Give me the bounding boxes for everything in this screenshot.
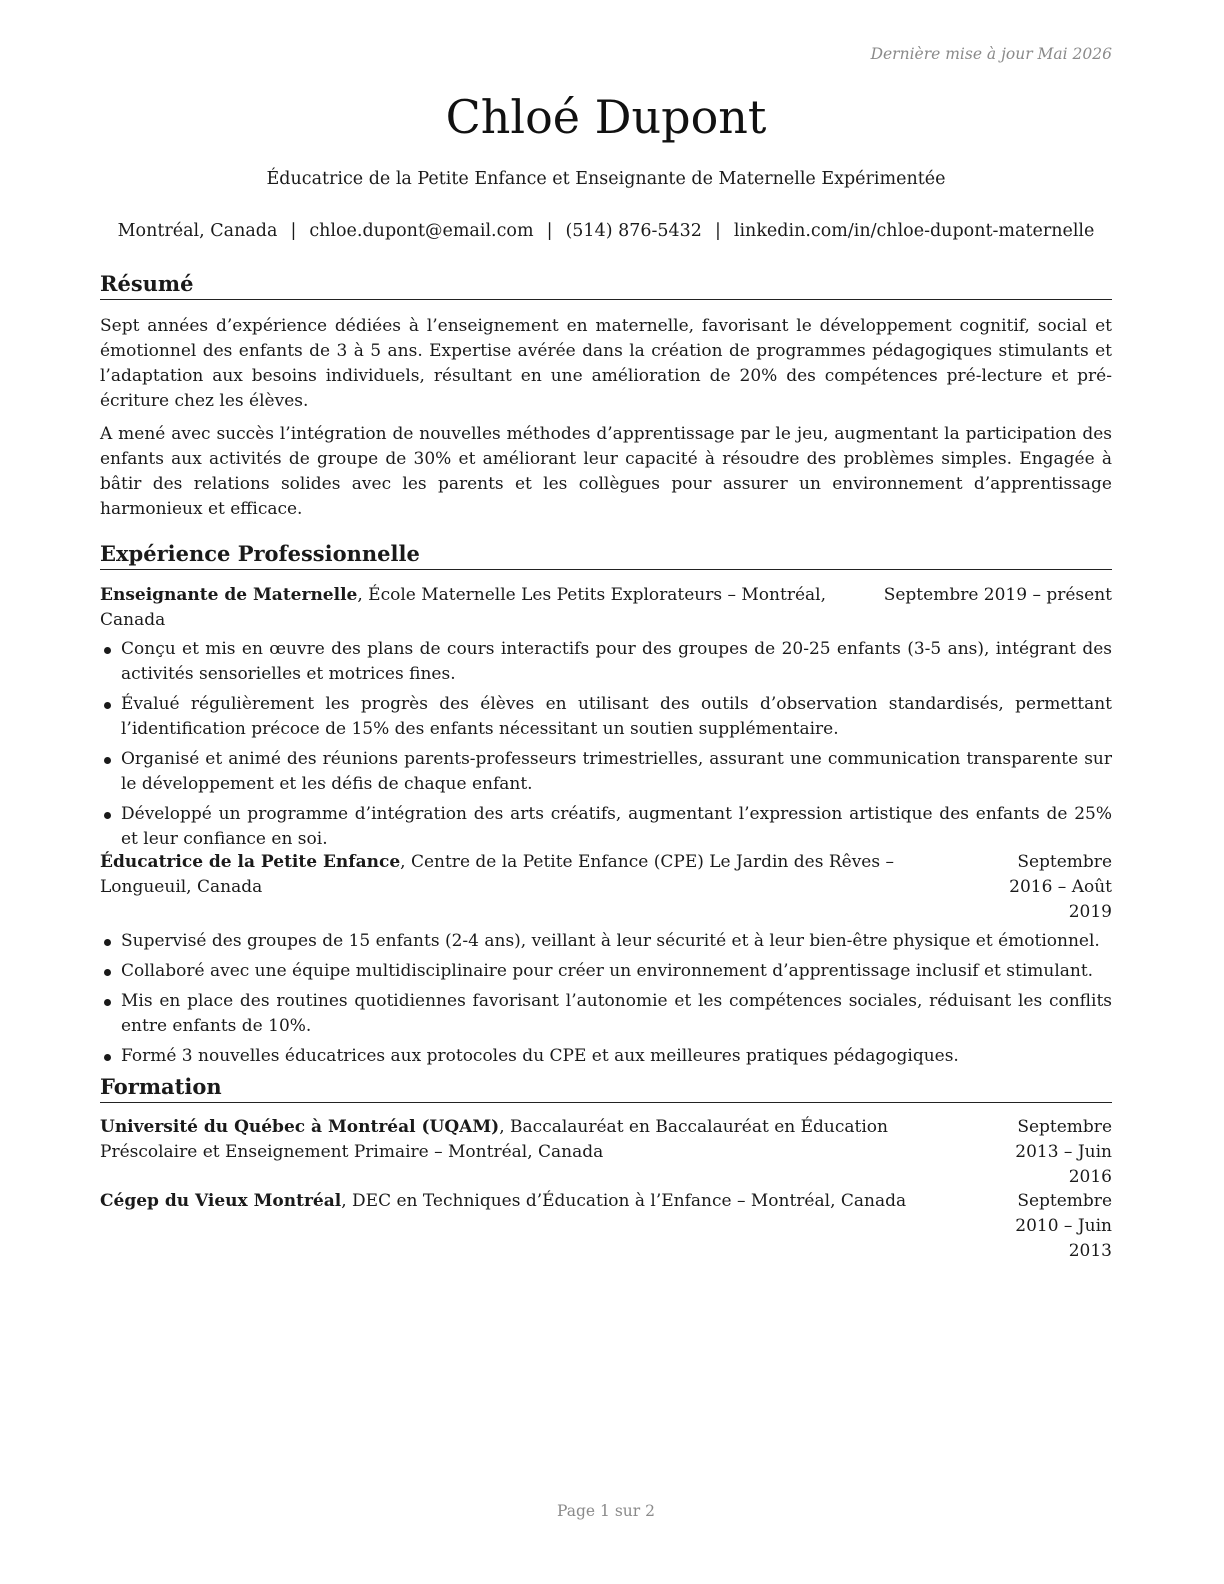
- job-org: , Centre de la Petite Enfance (CPE) Le Jardin des Rêves – Longueuil, Canada: [100, 852, 894, 897]
- section-title-summary: Résumé: [100, 271, 1112, 300]
- education-dates: Septembre 2013 – Juin 2016: [1015, 1117, 1112, 1187]
- education-school: Cégep du Vieux Montréal: [100, 1191, 342, 1211]
- summary-block: [100, 314, 1112, 530]
- education-entry: [100, 1115, 1112, 1190]
- list-item: Supervisé des groupes de 15 enfants (2-4 ans), veillant à leur sécurité et à leur bien-être physique et émotionnel.: [100, 929, 1112, 954]
- list-item: Formé 3 nouvelles éducatrices aux protocoles du CPE et aux meilleures pratiques pédagogiques.: [100, 1044, 1112, 1069]
- section-title-education: Formation: [100, 1074, 1112, 1103]
- education-header: [100, 1189, 1112, 1264]
- contact-phone: (514) 876-5432: [565, 221, 702, 241]
- job-bullets: [100, 637, 1112, 852]
- list-item: Collaboré avec une équipe multidisciplinaire pour créer un environnement d’apprentissage inclusif et stimulant.: [100, 959, 1112, 984]
- job-header: [100, 583, 1112, 633]
- page-number: Page 1 sur 2: [557, 1502, 655, 1520]
- contact-separator: |: [290, 221, 297, 241]
- contact-location: Montréal, Canada: [117, 221, 278, 241]
- list-item: Conçu et mis en œuvre des plans de cours interactifs pour des groupes de 20-25 enfants (3-5 ans), intégrant des activités sensorielles et motrices fines.: [100, 637, 1112, 687]
- education-dates: Septembre 2010 – Juin 2013: [1015, 1191, 1112, 1261]
- contact-separator: |: [714, 221, 721, 241]
- job-header: [100, 850, 1112, 925]
- education-school: Université du Québec à Montréal (UQAM): [100, 1117, 500, 1137]
- summary-paragraph: Sept années d’expérience dédiées à l’enseignement en maternelle, favorisant le développement cognitif, social et émotionnel des enfants de 3 à 5 ans. Expertise avérée dans la création de programmes pédagogiques stimulants et l’adaptation aux besoins individuels, résultant en une amélioration de 20% des compétences pré-lecture et pré-écriture chez les élèves.: [100, 316, 1112, 411]
- job-org: , École Maternelle Les Petits Explorateurs – Montréal, Canada: [100, 585, 826, 630]
- candidate-title: Éducatrice de la Petite Enfance et Enseignante de Maternelle Expérimentée: [266, 169, 946, 189]
- list-item: Mis en place des routines quotidiennes favorisant l’autonomie et les compétences sociales, réduisant les conflits entre enfants de 10%.: [100, 989, 1112, 1039]
- contact-linkedin[interactable]: linkedin.com/in/chloe-dupont-maternelle: [733, 221, 1095, 241]
- list-item: Organisé et animé des réunions parents-professeurs trimestrielles, assurant une communication transparente sur le développement et les défis de chaque enfant.: [100, 747, 1112, 797]
- education-degree: , DEC en Techniques d’Éducation à l’Enfance – Montréal, Canada: [341, 1191, 907, 1211]
- last-updated: Dernière mise à jour Mai 2026: [870, 45, 1112, 63]
- job-role: Enseignante de Maternelle: [100, 585, 358, 605]
- education-heading: [100, 1115, 972, 1165]
- job-entry: [100, 850, 1112, 1074]
- job-entry: [100, 583, 1112, 857]
- job-dates: Septembre 2016 – Août 2019: [1009, 852, 1112, 922]
- list-item: Évalué régulièrement les progrès des élèves en utilisant des outils d’observation standardisés, permettant l’identification précoce de 15% des enfants nécessitant un soutien supplémentaire.: [100, 692, 1112, 742]
- education-degree: , Baccalauréat en Baccalauréat en Éducation Préscolaire et Enseignement Primaire – Montréal, Canada: [100, 1117, 888, 1162]
- education-heading: [100, 1189, 972, 1214]
- summary-paragraph: A mené avec succès l’intégration de nouvelles méthodes d’apprentissage par le jeu, augmentant la participation des enfants aux activités de groupe de 30% et améliorant leur capacité à résoudre des problèmes simples. Engagée à bâtir des relations solides avec les parents et les collègues pour assurer un environnement d’apprentissage harmonieux et efficace.: [100, 424, 1112, 519]
- candidate-name: Chloé Dupont: [445, 90, 767, 144]
- contact-line: [100, 220, 1112, 242]
- education-entry: [100, 1189, 1112, 1264]
- section-title-experience: Expérience Professionnelle: [100, 541, 1112, 570]
- job-heading: [100, 583, 884, 633]
- job-bullets: [100, 929, 1112, 1069]
- list-item: Développé un programme d’intégration des arts créatifs, augmentant l’expression artistique des enfants de 25% et leur confiance en soi.: [100, 802, 1112, 852]
- resume-page: [100, 0, 1112, 1584]
- job-role: Éducatrice de la Petite Enfance: [100, 852, 401, 872]
- job-dates: Septembre 2019 – présent: [883, 585, 1112, 605]
- job-heading: [100, 850, 972, 900]
- contact-separator: |: [546, 221, 553, 241]
- contact-email[interactable]: chloe.dupont@email.com: [309, 221, 534, 241]
- education-header: [100, 1115, 1112, 1190]
